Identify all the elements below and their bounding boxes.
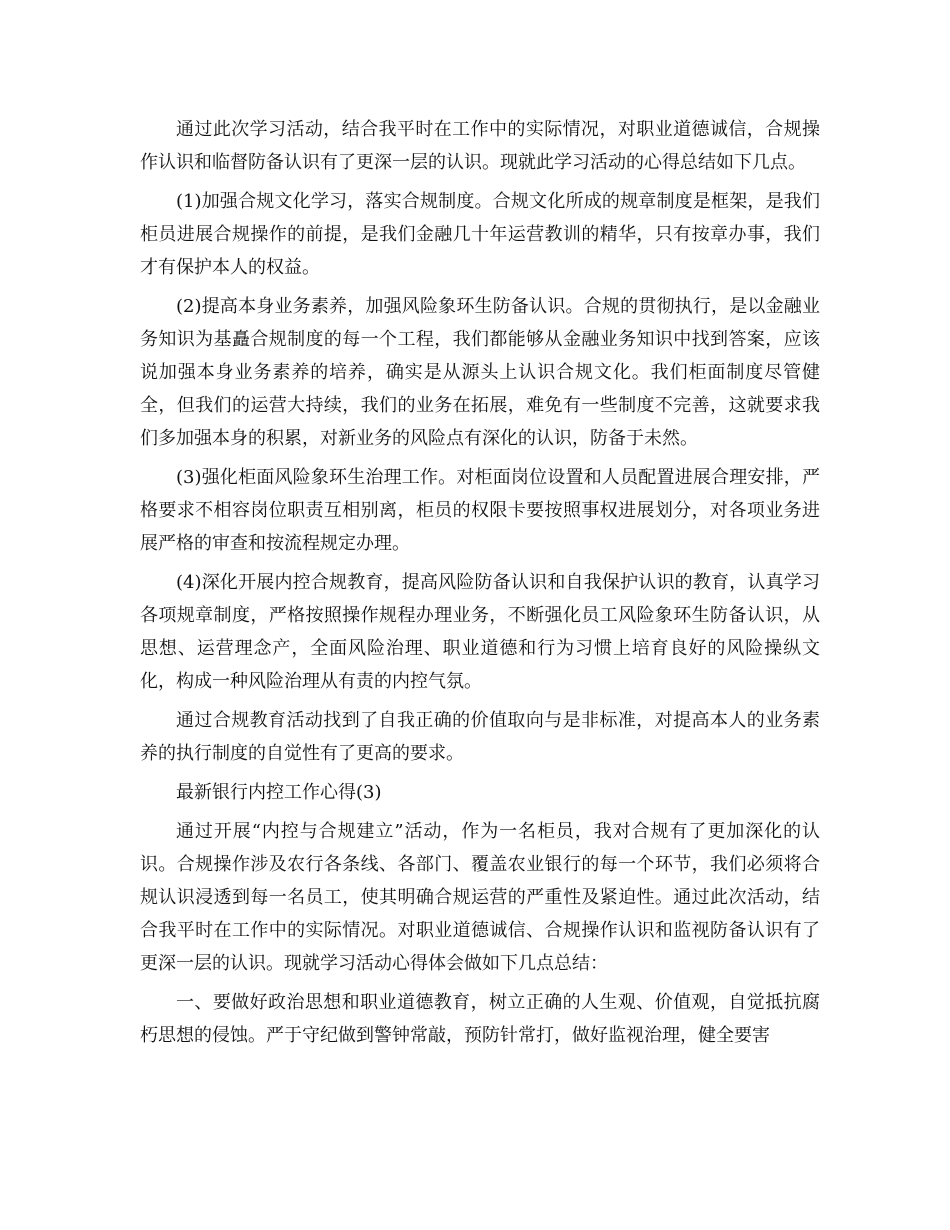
paragraph-intro: 通过此次学习活动，结合我平时在工作中的实际情况，对职业道德诚信，合规操作认识和临督防备认识有了更深一层的认识。现就此学习活动的心得总结如下几点。: [140, 119, 820, 173]
paragraph-point-4: (4)深化开展内控合规教育，提高风险防备认识和自我保护认识的教育，认真学习各项规章制度，严格按照操作规程办理业务，不断强化员工风险象环生防备认识，从思想、运营理念产，全面风险治理、职业道德和行为习惯上培育良好的风险操纵文化，构成一种风险治理从有责的内控气氛。: [140, 572, 820, 692]
paragraph-point-3: (3)强化柜面风险象环生治理工作。对柜面岗位设置和人员配置进展合理安排，严格要求不相容岗位职责互相别离，柜员的权限卡要按照事权进展划分，对各项业务进展严格的审查和按流程规定办理。: [140, 467, 820, 554]
paragraph-point-1: (1)加强合规文化学习，落实合规制度。合规文化所成的规章制度是框架，是我们柜员进展合规操作的前提，是我们金融几十年运营教训的精华，只有按章办事，我们才有保护本人的权益。: [140, 191, 820, 278]
paragraph-item-1: 一、要做好政治思想和职业道德教育，树立正确的人生观、价值观，自觉抵抗腐朽思想的侵蚀。严于守纪做到警钟常敲，预防针常打，做好监视治理，健全要害: [140, 992, 820, 1046]
document-body: [140, 113, 820, 1058]
paragraph-section-intro: 通过开展“内控与合规建立”活动，作为一名柜员，我对合规有了更加深化的认识。合规操作涉及农行各条线、各部门、覆盖农业银行的每一个环节，我们必须将合规认识浸透到每一名员工，使其明确合规运营的严重性及紧迫性。通过此次活动，结合我平时在工作中的实际情况。对职业道德诚信、合规操作认识和监视防备认识有了更深一层的认识。现就学习活动心得体会做如下几点总结：: [140, 821, 820, 974]
paragraph-point-2: (2)提高本身业务素养，加强风险象环生防备认识。合规的贯彻执行，是以金融业务知识为基矗合规制度的每一个工程，我们都能够从金融业务知识中找到答案，应该说加强本身业务素养的培养，确实是从源头上认识合规文化。我们柜面制度尽管健全，但我们的运营大持续，我们的业务在拓展，难免有一些制度不完善，这就要求我们多加强本身的积累，对新业务的风险点有深化的认识，防备于未然。: [140, 296, 820, 449]
paragraph-conclusion: 通过合规教育活动找到了自我正确的价值取向与是非标准，对提高本人的业务素养的执行制度的自觉性有了更高的要求。: [140, 710, 820, 764]
section-heading: 最新银行内控工作心得(3): [176, 782, 382, 803]
